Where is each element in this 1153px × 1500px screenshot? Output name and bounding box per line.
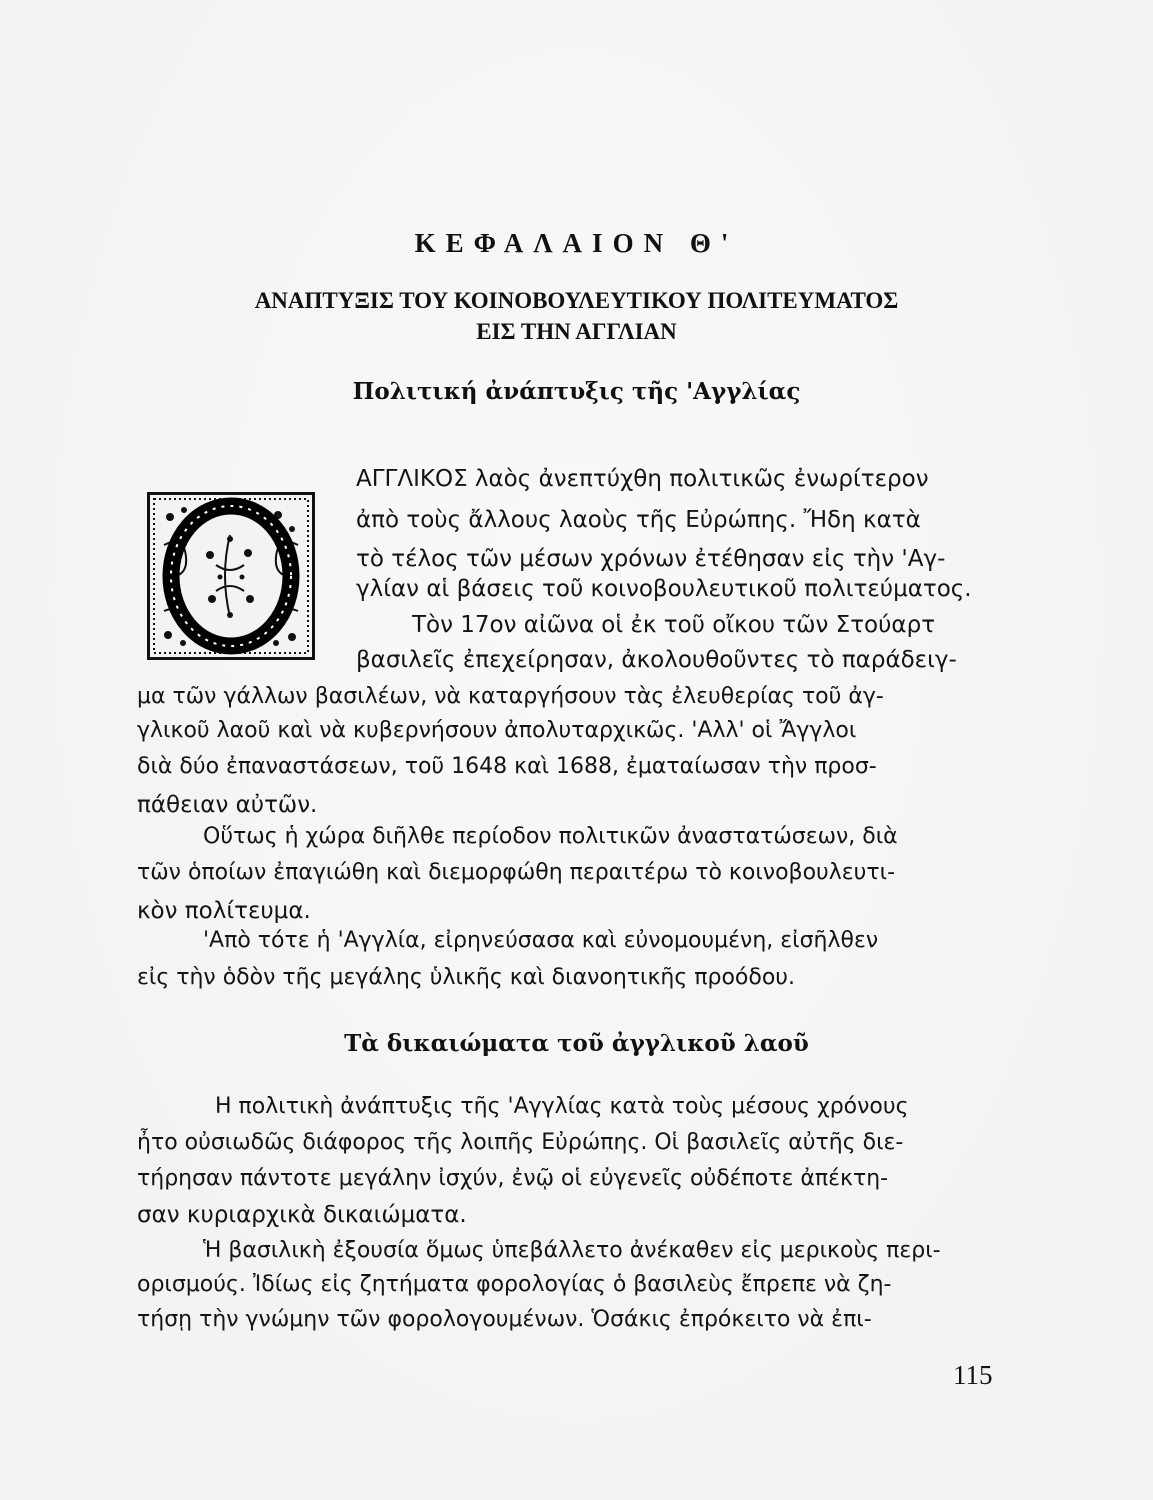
body-line: τὸ τέλος τῶν μέσων χρόνων ἐτέθησαν εἰς τὴν 'Αγ- (356, 546, 946, 572)
chapter-title (0, 285, 1153, 347)
body-line: 'Απὸ τότε ἡ 'Αγγλία, εἰρηνεύσασα καὶ εὐνομουμένη, εἰσῆλθεν (203, 928, 879, 953)
body-line: σαν κυριαρχικὰ δικαιώματα. (137, 1202, 467, 1228)
body-line: τήρησαν πάντοτε μεγάλην ἰσχύν, ἐνῷ οἱ εὐγενεῖς οὐδέποτε ἀπέκτη- (137, 1166, 889, 1191)
body-line: ἦτο οὐσιωδῶς διάφορος τῆς λοιπῆς Εὐρώπης. Οἱ βασιλεῖς αὐτῆς διε- (137, 1130, 904, 1155)
chapter-title-line-2: ΕΙΣ ΤΗΝ ΑΓΓΛΙΑΝ (476, 319, 677, 344)
body-line: Η πολιτικὴ ἀνάπτυξις τῆς 'Αγγλίας κατὰ τοὺς μέσους χρόνους (215, 1094, 909, 1119)
body-line: μα τῶν γάλλων βασιλέων, νὰ καταργήσουν τὰς ἐλευθερίας τοῦ ἀγ- (137, 684, 884, 709)
body-line: βασιλεῖς ἐπεχείρησαν, ἀκολουθοῦντες τὸ παράδειγ- (356, 647, 957, 673)
body-line: ορισμούς. Ἰδίως εἰς ζητήματα φορολογίας ὁ βασιλεὺς ἔπρεπε νὰ ζη- (137, 1272, 892, 1297)
body-line: γλίαν αἱ βάσεις τοῦ κοινοβουλευτικοῦ πολιτεύματος. (356, 576, 972, 602)
body-line: Οὕτως ἡ χώρα διῆλθε περίοδον πολιτικῶν ἀναστατώσεων, διὰ (203, 824, 898, 849)
body-line: ἀπὸ τοὺς ἄλλους λαοὺς τῆς Εὐρώπης. Ἤδη κατὰ (356, 507, 921, 533)
body-line: τήσῃ τὴν γνώμην τῶν φορολογουμένων. Ὁσάκις ἐπρόκειτο νὰ ἐπι- (137, 1307, 872, 1332)
body-line: Τὸν 17ον αἰῶνα οἱ ἐκ τοῦ οἴκου τῶν Στούαρτ (412, 612, 936, 638)
body-line: τῶν ὁποίων ἐπαγιώθη καὶ διεμορφώθη περαιτέρω τὸ κοινοβουλευτι- (137, 860, 896, 885)
page-number: 115 (953, 1360, 993, 1390)
body-line: πάθειαν αὐτῶν. (137, 792, 318, 818)
decorated-initial (147, 492, 315, 660)
body-line: εἰς τὴν ὁδὸν τῆς μεγάλης ὑλικῆς καὶ διανοητικῆς προόδου. (137, 965, 796, 990)
body-line: διὰ δύο ἐπαναστάσεων, τοῦ 1648 καὶ 1688, ἐματαίωσαν τὴν προσ- (137, 754, 877, 779)
section-heading-rights: Τὰ δικαιώματα τοῦ ἀγγλικοῦ λαοῦ (344, 1030, 809, 1057)
section-heading-political-development: Πολιτική ἀνάπτυξις τῆς 'Αγγλίας (352, 378, 801, 405)
chapter-heading: ΚΕΦΑΛΑΙΟΝ Θ' (414, 228, 739, 258)
body-line: κὸν πολίτευμα. (137, 898, 311, 924)
chapter-title-line-1: ΑΝΑΠΤΥΞΙΣ ΤΟΥ ΚΟΙΝΟΒΟΥΛΕΥΤΙΚΟΥ ΠΟΛΙΤΕΥΜΑΤΟΣ (254, 288, 899, 313)
body-line: ΑΓΓΛΙΚΟΣ λαὸς ἀνεπτύχθη πολιτικῶς ἐνωρίτερον (356, 466, 929, 492)
body-line: γλικοῦ λαοῦ καὶ νὰ κυβερνήσουν ἀπολυταρχικῶς. 'Αλλ' οἱ Ἄγγλοι (137, 718, 857, 743)
ornament-icon (150, 495, 312, 657)
body-line: Ἡ βασιλικὴ ἐξουσία ὅμως ὑπεβάλλετο ἀνέκαθεν εἰς μερικοὺς περι- (203, 1238, 941, 1263)
